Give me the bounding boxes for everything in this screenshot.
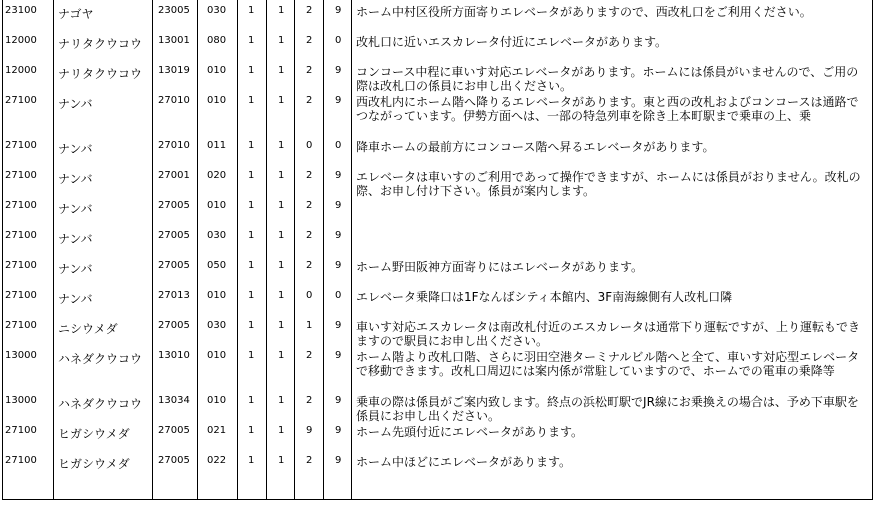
area-code-cell: 27100 — [5, 230, 37, 241]
flag-4-cell: 9 — [335, 260, 342, 271]
sub-code-cell: 010 — [207, 95, 227, 106]
station-kana-cell: ナンバ — [58, 232, 93, 246]
grid-line — [197, 0, 198, 500]
flag-1-cell: 1 — [248, 35, 255, 46]
flag-3-cell: 0 — [306, 140, 313, 151]
flag-2-cell: 1 — [278, 260, 285, 271]
note-cell: ホーム中村区役所方面寄りエレベータがありますので、西改札口をご利用ください。 — [356, 5, 812, 19]
flag-3-cell: 0 — [306, 290, 313, 301]
grid-line — [323, 0, 324, 500]
sub-code-cell: 020 — [207, 170, 227, 181]
station-kana-cell: ナンバ — [58, 292, 93, 306]
flag-3-cell: 2 — [306, 200, 313, 211]
station-kana-cell: ハネダクウコウ — [58, 352, 143, 366]
line-code-cell: 27010 — [158, 95, 190, 106]
flag-1-cell: 1 — [248, 320, 255, 331]
line-code-cell: 27005 — [158, 200, 190, 211]
station-kana-cell: ナリタクウコウ — [58, 37, 143, 51]
flag-1-cell: 1 — [248, 230, 255, 241]
sub-code-cell: 010 — [207, 65, 227, 76]
flag-2-cell: 1 — [278, 425, 285, 436]
station-kana-cell: ハネダクウコウ — [58, 397, 143, 411]
flag-1-cell: 1 — [248, 65, 255, 76]
line-code-cell: 23005 — [158, 5, 190, 16]
grid-line — [266, 0, 267, 500]
sub-code-cell: 010 — [207, 200, 227, 211]
flag-3-cell: 2 — [306, 230, 313, 241]
flag-3-cell: 2 — [306, 170, 313, 181]
flag-3-cell: 2 — [306, 95, 313, 106]
station-kana-cell: ヒガシウメダ — [58, 427, 130, 441]
grid-line — [152, 0, 153, 500]
flag-1-cell: 1 — [248, 425, 255, 436]
grid-line — [351, 0, 352, 500]
note-cell: ホーム先頭付近にエレベータがあります。 — [356, 425, 584, 439]
flag-4-cell: 9 — [335, 320, 342, 331]
flag-3-cell: 2 — [306, 35, 313, 46]
area-code-cell: 27100 — [5, 260, 37, 271]
sub-code-cell: 022 — [207, 455, 227, 466]
flag-4-cell: 9 — [335, 200, 342, 211]
station-kana-cell: ナンバ — [58, 97, 93, 111]
flag-4-cell: 9 — [335, 230, 342, 241]
station-kana-cell: ナンバ — [58, 262, 93, 276]
flag-2-cell: 1 — [278, 35, 285, 46]
flag-4-cell: 0 — [335, 35, 342, 46]
note-cell: ホーム階より改札口階、さらに羽田空港ターミナルビル階へと全て、車いす対応型エレベータで移動できます。改札口周辺には案内係が常駐していますので、ホームでの電車の乗降等 — [356, 350, 860, 378]
area-code-cell: 13000 — [5, 350, 37, 361]
flag-3-cell: 2 — [306, 455, 313, 466]
area-code-cell: 27100 — [5, 290, 37, 301]
sub-code-cell: 030 — [207, 230, 227, 241]
flag-2-cell: 1 — [278, 230, 285, 241]
station-kana-cell: ナンバ — [58, 172, 93, 186]
flag-4-cell: 9 — [335, 425, 342, 436]
flag-3-cell: 1 — [306, 320, 313, 331]
note-cell: コンコース中程に車いす対応エレベータがあります。ホームには係員がいませんので、ご用の際は改札口の係員にお申し出ください。 — [356, 65, 859, 93]
note-cell: 乗車の際は係員がご案内致します。終点の浜松町駅でJR線にお乗換えの場合は、予め下車駅を係員にお申し出ください。 — [356, 395, 859, 423]
note-cell: 降車ホームの最前方にコンコース階へ昇るエレベータがあります。 — [356, 140, 715, 154]
note-cell: 西改札内にホーム階へ降りるエレベータがあります。東と西の改札およびコンコースは通路でつながっています。伊勢方面へは、一部の特急列車を除き上本町駅まで乗車の上、乗 — [356, 95, 859, 123]
flag-2-cell: 1 — [278, 95, 285, 106]
flag-1-cell: 1 — [248, 170, 255, 181]
flag-2-cell: 1 — [278, 395, 285, 406]
area-code-cell: 27100 — [5, 140, 37, 151]
line-code-cell: 27005 — [158, 230, 190, 241]
flag-4-cell: 9 — [335, 395, 342, 406]
sub-code-cell: 030 — [207, 5, 227, 16]
sub-code-cell: 010 — [207, 290, 227, 301]
flag-3-cell: 9 — [306, 425, 313, 436]
sub-code-cell: 080 — [207, 35, 227, 46]
flag-2-cell: 1 — [278, 200, 285, 211]
note-cell: エレベータ乗降口は1Fなんばシティ本館内、3F南海線側有人改札口隣 — [356, 290, 733, 304]
line-code-cell: 27010 — [158, 140, 190, 151]
line-code-cell: 27001 — [158, 170, 190, 181]
station-kana-cell: ニシウメダ — [58, 322, 118, 336]
note-cell: 車いす対応エスカレータは南改札付近のエスカレータは通常下り運転ですが、上り運転もできますので駅員にお申し出ください。 — [356, 320, 861, 348]
sub-code-cell: 050 — [207, 260, 227, 271]
flag-4-cell: 9 — [335, 95, 342, 106]
note-cell: エレベータは車いすのご利用であって操作できますが、ホームには係員がおりません。改札の際、お申し付け下さい。係員が案内します。 — [356, 170, 861, 198]
flag-3-cell: 2 — [306, 350, 313, 361]
station-kana-cell: ナリタクウコウ — [58, 67, 143, 81]
flag-1-cell: 1 — [248, 5, 255, 16]
flag-1-cell: 1 — [248, 290, 255, 301]
station-kana-cell: ナゴヤ — [58, 7, 94, 21]
flag-1-cell: 1 — [248, 350, 255, 361]
station-kana-cell: ナンバ — [58, 142, 93, 156]
grid-line — [237, 0, 238, 500]
line-code-cell: 13010 — [158, 350, 190, 361]
flag-3-cell: 2 — [306, 260, 313, 271]
flag-2-cell: 1 — [278, 5, 285, 16]
sub-code-cell: 030 — [207, 320, 227, 331]
flag-1-cell: 1 — [248, 200, 255, 211]
sub-code-cell: 021 — [207, 425, 227, 436]
grid-line — [294, 0, 295, 500]
sub-code-cell: 010 — [207, 350, 227, 361]
flag-3-cell: 2 — [306, 395, 313, 406]
area-code-cell: 13000 — [5, 395, 37, 406]
flag-1-cell: 1 — [248, 140, 255, 151]
flag-1-cell: 1 — [248, 260, 255, 271]
flag-2-cell: 1 — [278, 455, 285, 466]
grid-line — [53, 0, 54, 500]
line-code-cell: 27013 — [158, 290, 190, 301]
flag-4-cell: 0 — [335, 140, 342, 151]
flag-3-cell: 2 — [306, 5, 313, 16]
flag-2-cell: 1 — [278, 65, 285, 76]
flag-2-cell: 1 — [278, 170, 285, 181]
line-code-cell: 13019 — [158, 65, 190, 76]
line-code-cell: 13001 — [158, 35, 190, 46]
grid-line — [872, 0, 873, 500]
flag-2-cell: 1 — [278, 290, 285, 301]
line-code-cell: 13034 — [158, 395, 190, 406]
station-kana-cell: ヒガシウメダ — [58, 457, 130, 471]
grid-line — [2, 499, 873, 500]
line-code-cell: 27005 — [158, 425, 190, 436]
area-code-cell: 27100 — [5, 455, 37, 466]
flag-2-cell: 1 — [278, 320, 285, 331]
area-code-cell: 27100 — [5, 320, 37, 331]
flag-2-cell: 1 — [278, 350, 285, 361]
note-cell: ホーム野田阪神方面寄りにはエレベータがあります。 — [356, 260, 644, 274]
area-code-cell: 27100 — [5, 170, 37, 181]
flag-4-cell: 9 — [335, 350, 342, 361]
flag-3-cell: 2 — [306, 65, 313, 76]
area-code-cell: 12000 — [5, 35, 37, 46]
line-code-cell: 27005 — [158, 455, 190, 466]
sub-code-cell: 011 — [207, 140, 227, 151]
flag-1-cell: 1 — [248, 395, 255, 406]
station-kana-cell: ナンバ — [58, 202, 93, 216]
grid-line — [2, 0, 3, 500]
area-code-cell: 27100 — [5, 425, 37, 436]
area-code-cell: 23100 — [5, 5, 37, 16]
note-cell: 改札口に近いエスカレータ付近にエレベータがあります。 — [356, 35, 668, 49]
flag-4-cell: 0 — [335, 290, 342, 301]
flag-1-cell: 1 — [248, 455, 255, 466]
line-code-cell: 27005 — [158, 260, 190, 271]
flag-4-cell: 9 — [335, 170, 342, 181]
flag-2-cell: 1 — [278, 140, 285, 151]
flag-4-cell: 9 — [335, 455, 342, 466]
sub-code-cell: 010 — [207, 395, 227, 406]
flag-4-cell: 9 — [335, 5, 342, 16]
line-code-cell: 27005 — [158, 320, 190, 331]
area-code-cell: 12000 — [5, 65, 37, 76]
flag-1-cell: 1 — [248, 95, 255, 106]
flag-4-cell: 9 — [335, 65, 342, 76]
area-code-cell: 27100 — [5, 200, 37, 211]
note-cell: ホーム中ほどにエレベータがあります。 — [356, 455, 572, 469]
area-code-cell: 27100 — [5, 95, 37, 106]
